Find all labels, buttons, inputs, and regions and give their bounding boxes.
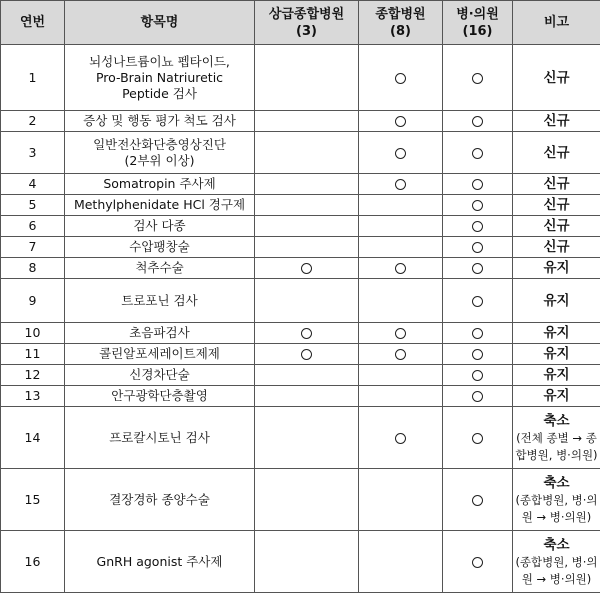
row-note bbox=[513, 386, 600, 407]
row-general-cell bbox=[359, 132, 443, 174]
row-item-line: 신경차단술 bbox=[129, 367, 190, 382]
row-item bbox=[65, 323, 255, 344]
row-note bbox=[513, 174, 600, 195]
row-no: 5 bbox=[1, 195, 65, 216]
row-general-cell bbox=[359, 407, 443, 469]
row-item bbox=[65, 132, 255, 174]
row-item bbox=[65, 216, 255, 237]
row-general-cell bbox=[359, 237, 443, 258]
row-item-line: 프로칼시토닌 검사 bbox=[109, 429, 210, 445]
row-tertiary-cell bbox=[255, 344, 359, 365]
row-tertiary-cell bbox=[255, 132, 359, 174]
row-clinic-cell bbox=[443, 279, 513, 323]
row-clinic-cell bbox=[443, 407, 513, 469]
note-status: 유지 bbox=[543, 260, 570, 276]
row-tertiary-cell bbox=[255, 323, 359, 344]
circle-mark-icon bbox=[472, 263, 483, 274]
row-note bbox=[513, 365, 600, 386]
table-row bbox=[1, 174, 600, 195]
row-item bbox=[65, 258, 255, 279]
row-no: 11 bbox=[1, 344, 65, 365]
circle-mark-icon bbox=[395, 349, 406, 360]
note-detail-line: (종합병원, 병·의 bbox=[515, 554, 598, 569]
row-item-line: 초음파검사 bbox=[129, 325, 190, 340]
row-note bbox=[513, 279, 600, 323]
note-status: 축소 bbox=[543, 412, 570, 429]
row-general-cell bbox=[359, 279, 443, 323]
row-item-line: 수압팽창술 bbox=[129, 239, 190, 254]
row-no: 9 bbox=[1, 279, 65, 323]
note-status: 신규 bbox=[543, 113, 570, 129]
row-general-cell bbox=[359, 365, 443, 386]
header-item: 항목명 bbox=[65, 1, 255, 45]
row-general-cell bbox=[359, 45, 443, 111]
row-item bbox=[65, 279, 255, 323]
note-status: 신규 bbox=[543, 69, 570, 86]
table-row bbox=[1, 195, 600, 216]
row-note bbox=[513, 323, 600, 344]
circle-mark-icon bbox=[395, 179, 406, 190]
row-general-cell bbox=[359, 386, 443, 407]
row-general-cell bbox=[359, 344, 443, 365]
note-status: 신규 bbox=[543, 218, 570, 234]
row-no: 8 bbox=[1, 258, 65, 279]
row-item-line: GnRH agonist 주사제 bbox=[96, 553, 223, 569]
table-row bbox=[1, 237, 600, 258]
row-general-cell bbox=[359, 323, 443, 344]
circle-mark-icon bbox=[472, 557, 483, 568]
row-general-cell bbox=[359, 531, 443, 593]
circle-mark-icon bbox=[395, 328, 406, 339]
row-item-line: Somatropin 주사제 bbox=[103, 176, 216, 191]
header-no: 연번 bbox=[1, 1, 65, 45]
row-tertiary-cell bbox=[255, 386, 359, 407]
note-detail-line: 원 → 병·의원) bbox=[521, 509, 592, 524]
row-item bbox=[65, 365, 255, 386]
table-row bbox=[1, 407, 600, 469]
row-clinic-cell bbox=[443, 216, 513, 237]
note-detail-line: (종합병원, 병·의 bbox=[515, 492, 598, 507]
row-note bbox=[513, 216, 600, 237]
row-no: 1 bbox=[1, 45, 65, 111]
note-status: 유지 bbox=[543, 367, 570, 383]
table-row bbox=[1, 365, 600, 386]
row-clinic-cell bbox=[443, 195, 513, 216]
row-clinic-cell bbox=[443, 237, 513, 258]
table-row bbox=[1, 45, 600, 111]
row-tertiary-cell bbox=[255, 195, 359, 216]
row-tertiary-cell bbox=[255, 407, 359, 469]
circle-mark-icon bbox=[472, 391, 483, 402]
note-status: 유지 bbox=[543, 388, 570, 404]
row-clinic-cell bbox=[443, 386, 513, 407]
header-tertiary: 상급종합병원 (3) bbox=[255, 1, 359, 45]
row-item-line: Pro-Brain Natriuretic bbox=[95, 69, 224, 85]
header-note: 비고 bbox=[513, 1, 600, 45]
table-row bbox=[1, 216, 600, 237]
row-no: 16 bbox=[1, 531, 65, 593]
row-item bbox=[65, 407, 255, 469]
row-general-cell bbox=[359, 195, 443, 216]
row-item-line: (2부위 이상) bbox=[124, 152, 195, 168]
row-no: 6 bbox=[1, 216, 65, 237]
circle-mark-icon bbox=[472, 328, 483, 339]
row-tertiary-cell bbox=[255, 111, 359, 132]
circle-mark-icon bbox=[472, 200, 483, 211]
row-item-line: Peptide 검사 bbox=[122, 85, 197, 101]
note-detail-line: (전체 종별 → 종 bbox=[516, 430, 597, 445]
circle-mark-icon bbox=[472, 495, 483, 506]
circle-mark-icon bbox=[301, 263, 312, 274]
row-no: 7 bbox=[1, 237, 65, 258]
circle-mark-icon bbox=[472, 179, 483, 190]
note-detail-line: 합병원, 병·의원) bbox=[515, 447, 598, 462]
row-item-line: 증상 및 행동 평가 척도 검사 bbox=[83, 113, 236, 128]
table-row bbox=[1, 386, 600, 407]
table-row bbox=[1, 469, 600, 531]
row-note bbox=[513, 469, 600, 531]
note-status: 신규 bbox=[543, 239, 570, 255]
row-clinic-cell bbox=[443, 132, 513, 174]
row-no: 13 bbox=[1, 386, 65, 407]
circle-mark-icon bbox=[472, 242, 483, 253]
row-clinic-cell bbox=[443, 45, 513, 111]
row-note bbox=[513, 407, 600, 469]
circle-mark-icon bbox=[472, 433, 483, 444]
table-row bbox=[1, 323, 600, 344]
row-item-line: 안구광학단층촬영 bbox=[111, 388, 208, 403]
header-row bbox=[1, 1, 600, 45]
header-clinic: 병·의원 (16) bbox=[443, 1, 513, 45]
circle-mark-icon bbox=[395, 433, 406, 444]
circle-mark-icon bbox=[472, 116, 483, 127]
row-note bbox=[513, 237, 600, 258]
circle-mark-icon bbox=[472, 296, 483, 307]
row-note bbox=[513, 111, 600, 132]
row-tertiary-cell bbox=[255, 174, 359, 195]
circle-mark-icon bbox=[395, 73, 406, 84]
table-row bbox=[1, 132, 600, 174]
row-clinic-cell bbox=[443, 323, 513, 344]
row-no: 15 bbox=[1, 469, 65, 531]
row-clinic-cell bbox=[443, 365, 513, 386]
row-tertiary-cell bbox=[255, 45, 359, 111]
row-no: 2 bbox=[1, 111, 65, 132]
row-general-cell bbox=[359, 216, 443, 237]
note-detail-line: 원 → 병·의원) bbox=[521, 571, 592, 586]
row-tertiary-cell bbox=[255, 216, 359, 237]
row-no: 14 bbox=[1, 407, 65, 469]
note-status: 축소 bbox=[543, 474, 570, 491]
circle-mark-icon bbox=[472, 73, 483, 84]
circle-mark-icon bbox=[472, 148, 483, 159]
row-item bbox=[65, 531, 255, 593]
circle-mark-icon bbox=[395, 148, 406, 159]
row-general-cell bbox=[359, 111, 443, 132]
row-no: 3 bbox=[1, 132, 65, 174]
note-status: 축소 bbox=[543, 536, 570, 553]
row-item bbox=[65, 344, 255, 365]
circle-mark-icon bbox=[395, 263, 406, 274]
row-tertiary-cell bbox=[255, 469, 359, 531]
row-item-line: 트로포닌 검사 bbox=[121, 292, 198, 308]
row-item-line: 척추수술 bbox=[135, 260, 184, 275]
row-item-line: 검사 다종 bbox=[133, 218, 186, 233]
row-general-cell bbox=[359, 469, 443, 531]
note-status: 신규 bbox=[543, 144, 570, 161]
circle-mark-icon bbox=[472, 370, 483, 381]
row-item bbox=[65, 111, 255, 132]
row-note bbox=[513, 344, 600, 365]
row-note bbox=[513, 132, 600, 174]
note-status: 신규 bbox=[543, 197, 570, 213]
row-note bbox=[513, 531, 600, 593]
row-no: 10 bbox=[1, 323, 65, 344]
table-body bbox=[1, 45, 600, 593]
row-tertiary-cell bbox=[255, 237, 359, 258]
circle-mark-icon bbox=[395, 116, 406, 127]
row-item bbox=[65, 195, 255, 216]
circle-mark-icon bbox=[472, 349, 483, 360]
row-no: 4 bbox=[1, 174, 65, 195]
row-item bbox=[65, 174, 255, 195]
row-note bbox=[513, 45, 600, 111]
row-clinic-cell bbox=[443, 174, 513, 195]
row-item-line: 콜린알포세레이트제제 bbox=[99, 346, 220, 361]
row-item-line: 결장경하 종양수술 bbox=[109, 491, 210, 507]
header-general: 종합병원 (8) bbox=[359, 1, 443, 45]
row-item bbox=[65, 45, 255, 111]
row-tertiary-cell bbox=[255, 365, 359, 386]
table-row bbox=[1, 344, 600, 365]
table-row bbox=[1, 111, 600, 132]
circle-mark-icon bbox=[301, 349, 312, 360]
row-clinic-cell bbox=[443, 258, 513, 279]
row-clinic-cell bbox=[443, 111, 513, 132]
table-row bbox=[1, 531, 600, 593]
row-general-cell bbox=[359, 174, 443, 195]
note-status: 신규 bbox=[543, 176, 570, 192]
row-tertiary-cell bbox=[255, 258, 359, 279]
note-status: 유지 bbox=[543, 292, 570, 309]
row-note bbox=[513, 195, 600, 216]
note-status: 유지 bbox=[543, 346, 570, 362]
circle-mark-icon bbox=[301, 328, 312, 339]
row-clinic-cell bbox=[443, 344, 513, 365]
row-general-cell bbox=[359, 258, 443, 279]
row-item-line: 뇌성나트륨이뇨 펩타이드, bbox=[89, 53, 230, 69]
row-item bbox=[65, 237, 255, 258]
row-item bbox=[65, 386, 255, 407]
row-tertiary-cell bbox=[255, 531, 359, 593]
row-clinic-cell bbox=[443, 469, 513, 531]
row-item-line: 일반전산화단층영상진단 bbox=[93, 136, 226, 152]
row-clinic-cell bbox=[443, 531, 513, 593]
row-item-line: Methylphenidate HCl 경구제 bbox=[73, 197, 246, 212]
row-item bbox=[65, 469, 255, 531]
row-note bbox=[513, 258, 600, 279]
table-row bbox=[1, 258, 600, 279]
table-row bbox=[1, 279, 600, 323]
row-no: 12 bbox=[1, 365, 65, 386]
circle-mark-icon bbox=[472, 221, 483, 232]
row-tertiary-cell bbox=[255, 279, 359, 323]
note-status: 유지 bbox=[543, 325, 570, 341]
